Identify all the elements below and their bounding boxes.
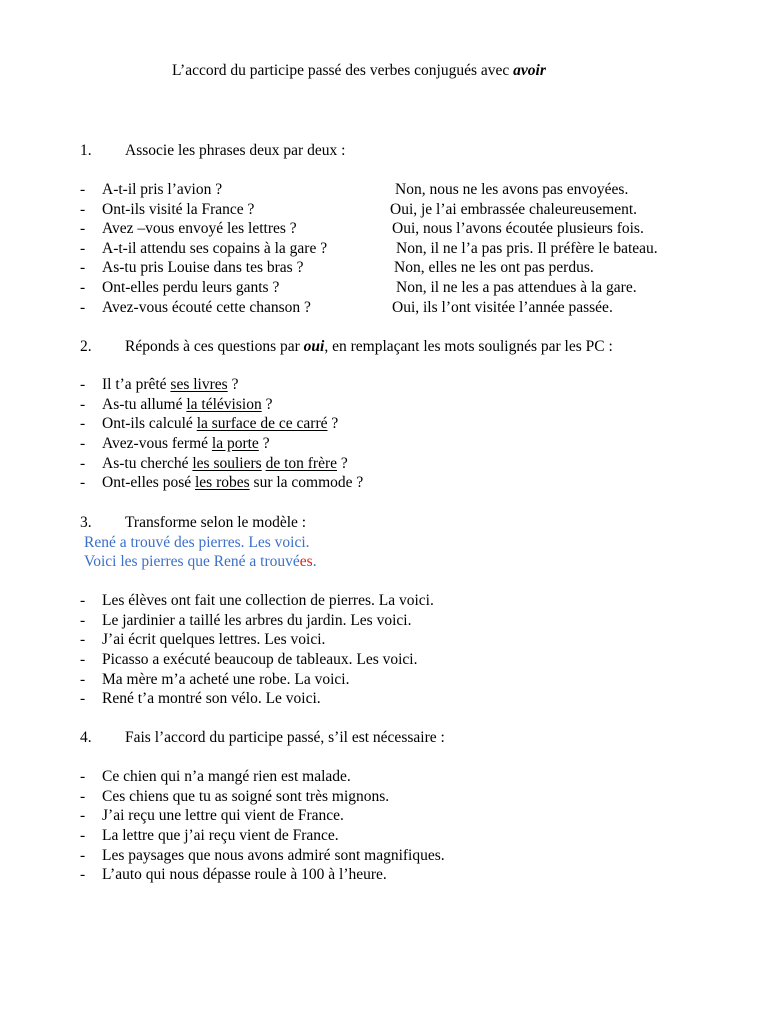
bullet: - bbox=[80, 768, 86, 785]
list-item: Ma mère m’a acheté une robe. La voici. bbox=[102, 671, 350, 688]
list-item: Il t’a prêté ses livres ? bbox=[102, 376, 239, 393]
bullet: - bbox=[80, 847, 86, 864]
bullet: - bbox=[80, 631, 86, 648]
exercise-1-heading: Associe les phrases deux par deux : bbox=[125, 142, 346, 159]
answer-item: Oui, je l’ai embrassée chaleureusement. bbox=[390, 201, 638, 218]
model-sentence-2: Voici les pierres que René a trouvées. bbox=[84, 553, 317, 570]
heading-emphasis: oui bbox=[303, 338, 325, 355]
list-item: Avez –vous envoyé les lettres ? bbox=[102, 220, 297, 237]
bullet: - bbox=[80, 220, 86, 237]
exercise-3-heading: Transforme selon le modèle : bbox=[125, 514, 307, 531]
underlined-words: la porte bbox=[211, 435, 259, 452]
answer-item: Non, il ne les a pas attendues à la gare. bbox=[396, 279, 637, 296]
list-item: Picasso a exécuté beaucoup de tableaux. Les voici. bbox=[102, 651, 418, 668]
bullet: - bbox=[80, 651, 86, 668]
bullet: - bbox=[80, 788, 86, 805]
bullet: - bbox=[80, 455, 86, 472]
list-item: Ont-ils visité la France ? bbox=[102, 201, 255, 218]
list-item: L’auto qui nous dépasse roule à 100 à l’heure. bbox=[102, 866, 387, 883]
list-item: Ces chiens que tu as soigné sont très mignons. bbox=[102, 788, 390, 805]
title-emphasis: avoir bbox=[513, 62, 546, 79]
list-item: Ont-ils calculé la surface de ce carré ? bbox=[102, 415, 339, 432]
exercise-1-number: 1. bbox=[80, 142, 92, 159]
bullet: - bbox=[80, 259, 86, 276]
list-item: Les paysages que nous avons admiré sont magnifiques. bbox=[102, 847, 445, 864]
bullet: - bbox=[80, 376, 86, 393]
list-item: As-tu pris Louise dans tes bras ? bbox=[102, 259, 304, 276]
underlined-words: les robes bbox=[194, 474, 250, 491]
list-item: René t’a montré son vélo. Le voici. bbox=[102, 690, 321, 707]
list-item: Ont-elles perdu leurs gants ? bbox=[102, 279, 280, 296]
list-item: La lettre que j’ai reçu vient de France. bbox=[102, 827, 339, 844]
bullet: - bbox=[80, 415, 86, 432]
list-item: Avez-vous écouté cette chanson ? bbox=[102, 299, 311, 316]
list-item: Ont-elles posé les robes sur la commode ? bbox=[102, 474, 364, 491]
list-item: A-t-il attendu ses copains à la gare ? bbox=[102, 240, 328, 257]
list-item: Le jardinier a taillé les arbres du jardin. Les voici. bbox=[102, 612, 412, 629]
underlined-words: les souliers bbox=[192, 455, 262, 472]
bullet: - bbox=[80, 671, 86, 688]
bullet: - bbox=[80, 435, 86, 452]
list-item: Avez-vous fermé la porte ? bbox=[102, 435, 270, 452]
list-item: As-tu cherché les souliers de ton frère ? bbox=[102, 455, 348, 472]
bullet: - bbox=[80, 690, 86, 707]
bullet: - bbox=[80, 240, 86, 257]
agreement-ending: es bbox=[299, 553, 313, 570]
exercise-3-number: 3. bbox=[80, 514, 92, 531]
bullet: - bbox=[80, 201, 86, 218]
answer-item: Oui, nous l’avons écoutée plusieurs fois. bbox=[392, 220, 644, 237]
answer-item: Non, il ne l’a pas pris. Il préfère le bateau. bbox=[396, 240, 658, 257]
answer-item: Non, nous ne les avons pas envoyées. bbox=[395, 181, 629, 198]
list-item: Ce chien qui n’a mangé rien est malade. bbox=[102, 768, 351, 785]
bullet: - bbox=[80, 612, 86, 629]
underlined-words: de ton frère bbox=[265, 455, 337, 472]
list-item: A-t-il pris l’avion ? bbox=[102, 181, 223, 198]
page-title: L’accord du participe passé des verbes conjugués avec avoir bbox=[172, 62, 546, 79]
answer-item: Non, elles ne les ont pas perdus. bbox=[394, 259, 594, 276]
exercise-4-number: 4. bbox=[80, 729, 92, 746]
model-sentence-1: René a trouvé des pierres. Les voici. bbox=[84, 534, 310, 551]
bullet: - bbox=[80, 866, 86, 883]
bullet: - bbox=[80, 474, 86, 491]
list-item: Les élèves ont fait une collection de pierres. La voici. bbox=[102, 592, 434, 609]
exercise-4-heading: Fais l’accord du participe passé, s’il est nécessaire : bbox=[125, 729, 445, 746]
underlined-words: la télévision bbox=[186, 396, 262, 413]
exercise-2-number: 2. bbox=[80, 338, 92, 355]
bullet: - bbox=[80, 396, 86, 413]
answer-item: Oui, ils l’ont visitée l’année passée. bbox=[392, 299, 613, 316]
exercise-2-heading: Réponds à ces questions par oui, en remplaçant les mots soulignés par les PC : bbox=[125, 338, 613, 355]
list-item: J’ai écrit quelques lettres. Les voici. bbox=[102, 631, 326, 648]
bullet: - bbox=[80, 181, 86, 198]
bullet: - bbox=[80, 592, 86, 609]
underlined-words: la surface de ce carré bbox=[196, 415, 328, 432]
bullet: - bbox=[80, 299, 86, 316]
underlined-words: ses livres bbox=[170, 376, 228, 393]
bullet: - bbox=[80, 807, 86, 824]
list-item: J’ai reçu une lettre qui vient de France. bbox=[102, 807, 344, 824]
bullet: - bbox=[80, 827, 86, 844]
list-item: As-tu allumé la télévision ? bbox=[102, 396, 273, 413]
bullet: - bbox=[80, 279, 86, 296]
